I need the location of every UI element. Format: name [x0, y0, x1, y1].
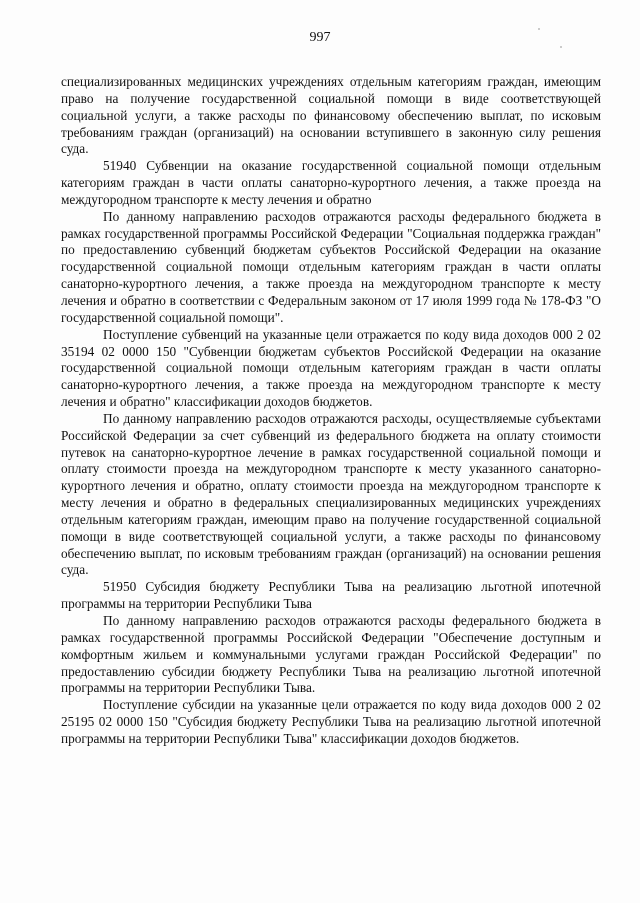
- paragraph: По данному направлению расходов отражаются расходы федерального бюджета в рамках государственной программы Российской Федерации "Социальная поддержка граждан" по предоставлению субвенций бюджетам субъектов Российской Федерации на оказание государственной социальной помощи отдельным категориям граждан в части оплаты санаторно-курортного лечения, а также проезда на междугородном транспорте к месту лечения и обратно в соответствии с Федеральным законом от 17 июля 1999 года № 178-ФЗ "О государственной социальной помощи".: [61, 208, 601, 325]
- paragraph: 51950 Субсидия бюджету Республики Тыва на реализацию льготной ипотечной программы на территории Республики Тыва: [61, 579, 601, 612]
- scan-speck: [538, 28, 540, 30]
- paragraph: специализированных медицинских учреждениях отдельным категориям граждан, имеющим право на получение государственной социальной помощи в виде соответствующей социальной услуги, а также расходы по финансовому обеспечению выплат, по исковым требованиям граждан (организаций) на основании вступившего в законную силу решения суда.: [61, 74, 601, 157]
- paragraph: По данному направлению расходов отражаются расходы федерального бюджета в рамках государственной программы Российской Федерации "Обеспечение доступным и комфортным жильем и коммунальными услугами граждан Российской Федерации" по предоставлению субсидии бюджету Республики Тыва на реализацию льготной ипотечной программы на территории Республики Тыва.: [61, 613, 601, 696]
- page-number: 997: [309, 30, 331, 45]
- paragraph: Поступление субвенций на указанные цели отражается по коду вида доходов 000 2 02 35194 02 0000 150 "Субвенции бюджетам субъектов Российской Федерации на оказание государственной социальной помощи отдельным категориям граждан в части оплаты санаторно-курортного лечения, а также проезда на междугородном транспорте к месту лечения и обратно" классификации доходов бюджетов.: [61, 326, 601, 410]
- document-body: [61, 74, 601, 748]
- paragraph: Поступление субсидии на указанные цели отражается по коду вида доходов 000 2 02 25195 02 0000 150 "Субсидия бюджету Республики Тыва на реализацию льготной ипотечной программы на территории Республики Тыва" классификации доходов бюджетов.: [61, 697, 601, 746]
- paragraph: 51940 Субвенции на оказание государственной социальной помощи отдельным категориям граждан в части оплаты санаторно-курортного лечения, а также проезда на междугородном транспорте к месту лечения и обратно: [61, 158, 601, 207]
- scan-speck: [560, 46, 562, 48]
- paragraph: По данному направлению расходов отражаются расходы, осуществляемые субъектами Российской Федерации за счет субвенций из федерального бюджета на оплату стоимости путевок на санаторно-курортное лечение в рамках государственной социальной помощи и оплату стоимости проезда на междугородном транспорте к месту указанного санаторно-курортного лечения и обратно, оплату стоимости проезда на междугородном транспорте к месту лечения и обратно в федеральных специализированных медицинских учреждениях отдельным категориям граждан, имеющим право на получение государственной социальной помощи в виде соответствующей социальной услуги, а также расходы по финансовому обеспечению выплат, по исковым требованиям граждан (организаций) на основании решения суда.: [61, 410, 601, 578]
